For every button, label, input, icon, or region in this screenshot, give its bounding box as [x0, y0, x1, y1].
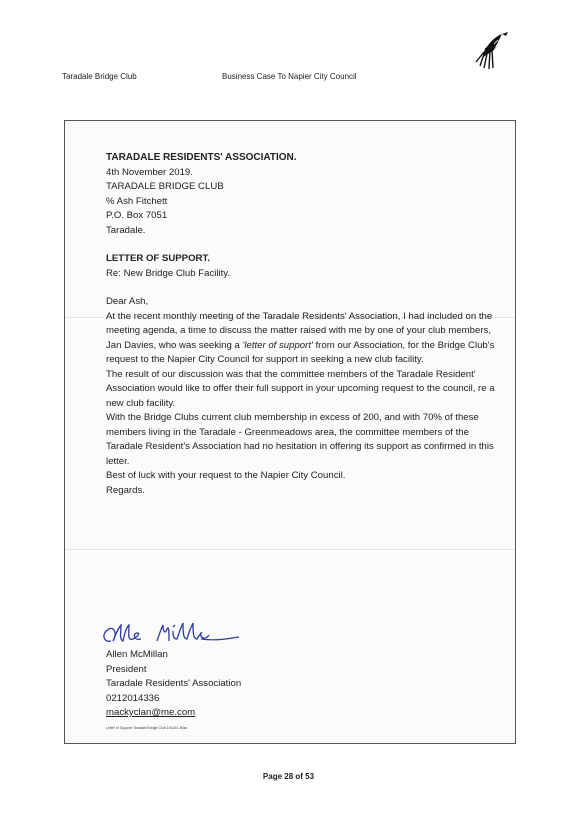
letter-paragraph-3: With the Bridge Clubs current club membership in excess of 200, and with 70% of these members living in the Taradale - Greenmeadows area, the committee members of the Taradale Resident's Association had no hesitation in offering its support as confirmed in this letter. [106, 412, 494, 467]
letter-body [106, 151, 506, 498]
para1-italic-phrase: 'letter of support' [242, 339, 313, 351]
letter-paragraph-2: The result of our discussion was that the committee members of the Taradale Resident' Association would like to offer their full support in your upcoming request to the council, re a new club facility. [106, 368, 495, 409]
subject-re: Re: New Bridge Club Facility. [106, 267, 231, 279]
letter-date: 4th November 2019. [106, 166, 193, 178]
signer-name: Allen McMillan [106, 649, 168, 660]
handwritten-signature [97, 619, 247, 651]
signer-title: President [106, 663, 147, 675]
recipient-line: TARADALE BRIDGE CLUB [106, 181, 224, 192]
recipient-line: P.O. Box 7051 [106, 210, 168, 221]
paper-fold-line [65, 549, 515, 550]
page-number: Page 28 of 53 [262, 772, 315, 781]
signer-email-link[interactable]: mackyclan@me.com [106, 707, 196, 718]
para1-text: At the recent monthly meeting of the Taradale Residents' Association, I had included on the meeting agenda, a time to discuss the matter raised with me by one of your club members, Jan Davies, who was seeking a [106, 310, 493, 351]
letter-footnote: Letter of Support Taradale Bridge Club 191104 JMac [106, 726, 188, 730]
letter-regards: Regards. [106, 484, 145, 496]
recipient-line: Taradale. [106, 224, 146, 236]
letter-subject [106, 252, 506, 281]
letter-salutation: Dear Ash, [106, 296, 149, 307]
scanned-letter [64, 120, 516, 744]
letter-paragraph-1 [106, 310, 506, 368]
fantail-bird-icon [472, 28, 512, 72]
header-club-name: Taradale Bridge Club [62, 72, 137, 81]
signer-phone: 0212014336 [106, 692, 160, 704]
recipient-line: % Ash Fitchett [106, 195, 168, 207]
letter-closing-wish: Best of luck with your request to the Napier City Council. [106, 470, 346, 481]
signature-block [106, 648, 241, 721]
letter-recipient-address [106, 180, 506, 238]
signer-org: Taradale Residents' Association [106, 678, 242, 689]
subject-heading: LETTER OF SUPPORT. [106, 253, 210, 264]
header-document-title: Business Case To Napier City Council [222, 72, 357, 81]
para1-text-end: from our Association, for the Bridge Club's request to the Napier City Council for support in seeking a new club facility. [106, 339, 495, 365]
letter-org-title: TARADALE RESIDENTS' ASSOCIATION. [106, 152, 297, 163]
